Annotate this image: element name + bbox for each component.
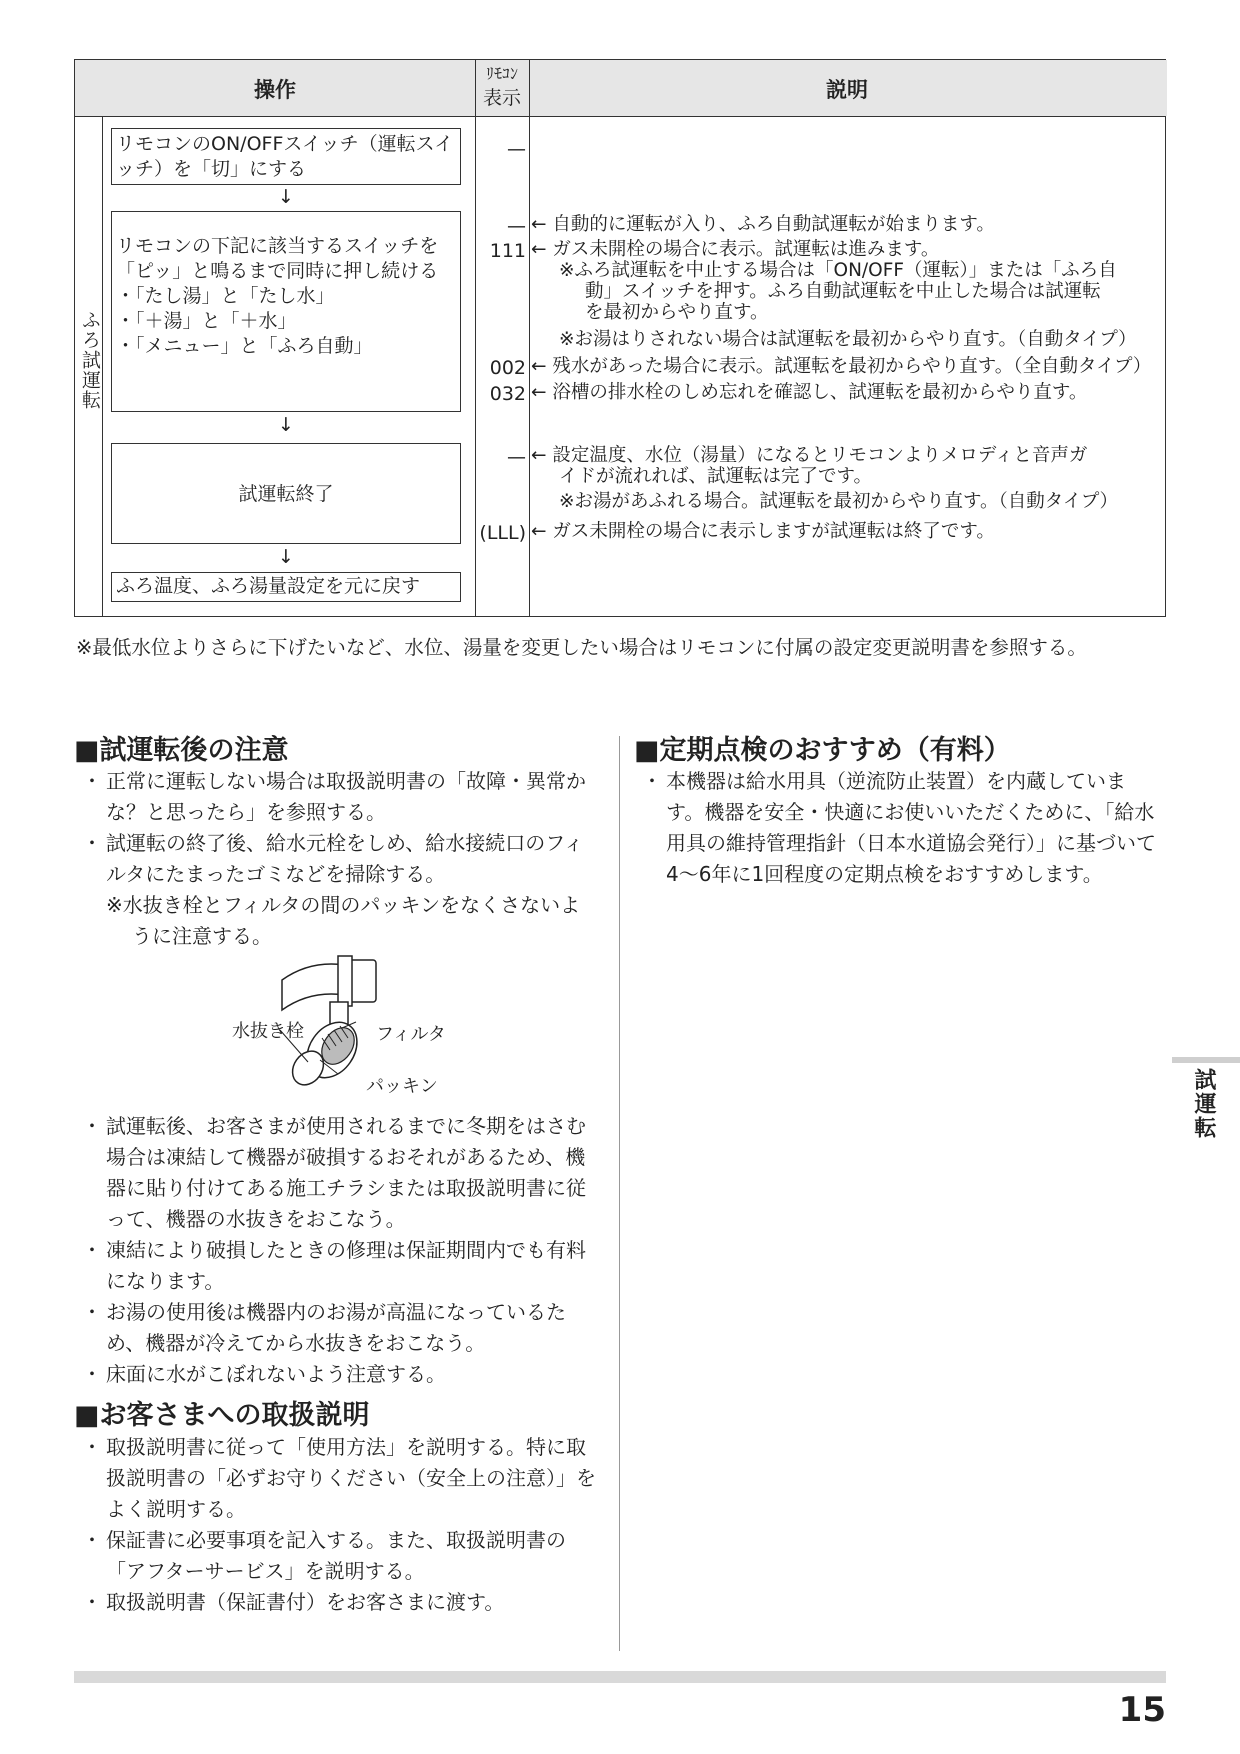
remote-code: — [507, 138, 526, 160]
step-box-4: ふろ温度、ふろ湯量設定を元に戻す [111, 572, 461, 602]
label-filter: フィルタ [376, 1024, 446, 1045]
explanation-line: ← 自動的に運転が入り、ふろ自動試運転が始まります。 [531, 214, 995, 235]
page-number: 15 [1118, 1690, 1166, 1730]
explanation-line: ← ガス未開栓の場合に表示しますが試運転は終了です。 [531, 521, 995, 542]
explanation-line: ← 浴槽の排水栓のしめ忘れを確認し、試運転を最初からやり直す。 [531, 382, 1088, 403]
list-item: ・ 試運転の終了後、給水元栓をしめ、給水接続口のフィルタにたまったゴミなどを掃除する。 [80, 828, 600, 890]
side-tab-label: 試運転 [1191, 1068, 1216, 1140]
section-title-after-test: ■試運転後の注意 [74, 735, 289, 766]
procedure-table [74, 59, 1166, 617]
section-title-inspection: ■定期点検のおすすめ（有料） [634, 735, 1011, 766]
explanation-line: ← 残水があった場合に表示。試運転を最初からやり直す。（全自動タイプ） [531, 356, 1152, 377]
list-item: ・ 本機器は給水用具（逆流防止装置）を内蔵しています。機器を安全・快適にお使いいただくために、「給水用具の維持管理指針（日本水道協会発行）」に基づいて4〜6年に1回程度の定期点検をおすすめします。 [640, 766, 1160, 890]
remote-code: 032 [489, 383, 526, 405]
down-arrow: ↓ [278, 414, 294, 436]
explanation-line: イドが流れれば、試運転は完了です。 [559, 466, 873, 487]
remote-code: — [507, 446, 526, 468]
explanation-line: 動」スイッチを押す。ふろ自動試運転を中止した場合は試運転 [585, 281, 1101, 302]
down-arrow: ↓ [278, 546, 294, 568]
explanation-line: を最初からやり直す。 [585, 302, 769, 323]
side-tab-bar [1172, 1057, 1240, 1063]
list-item: ・ 保証書に必要事項を記入する。また、取扱説明書の「アフターサービス」を説明する。 [80, 1525, 600, 1587]
step-box-2: リモコンの下記に該当するスイッチを「ピッ」と鳴るまで同時に押し続ける ・「たし湯」と「たし水」 ・「＋湯」と「＋水」 ・「メニュー」と「ふろ自動」 [111, 211, 461, 412]
list-item: ・ 正常に運転しない場合は取扱説明書の「故障・異常かな？と思ったら」を参照する。 [80, 766, 600, 828]
remote-code: 111 [489, 240, 526, 262]
header-remote: ﾘﾓｺﾝ 表示 [482, 64, 521, 109]
list-item: ・ 取扱説明書（保証書付）をお客さまに渡す。 [80, 1587, 600, 1618]
remote-code: — [507, 215, 526, 237]
explanation-line: ※ふろ試運転を中止する場合は「ON/OFF（運転）」または「ふろ自 [559, 260, 1117, 281]
explanation-line: ← 設定温度、水位（湯量）になるとリモコンよりメロディと音声ガ [531, 445, 1088, 466]
list-subnote: ※水抜き栓とフィルタの間のパッキンをなくさないように注意する。 [106, 893, 581, 948]
remote-code: (LLL) [479, 522, 526, 544]
step-box-1: リモコンのON/OFFスイッチ（運転スイッチ）を「切」にする [111, 128, 461, 185]
list-item: ・ お湯の使用後は機器内のお湯が高温になっているため、機器が冷えてから水抜きをおこなう。 [80, 1297, 600, 1359]
footer-bar [74, 1671, 1166, 1683]
header-operation: 操作 [254, 78, 296, 102]
after-test-list-2 [80, 1111, 600, 1390]
section-title-customer: ■お客さまへの取扱説明 [74, 1400, 370, 1431]
table-footnote: ※最低水位よりさらに下げたいなど、水位、湯量を変更したい場合はリモコンに付属の設定変更説明書を参照する。 [76, 636, 1087, 659]
header-explanation: 説明 [826, 78, 868, 102]
step-box-3: 試運転終了 [111, 443, 461, 544]
explanation-line: ※お湯があふれる場合。試運転を最初からやり直す。（自動タイプ） [559, 491, 1119, 512]
inspection-list [640, 766, 1160, 890]
list-item: ・ 試運転後、お客さまが使用されるまでに冬期をはさむ場合は凍結して機器が破損するおそれがあるため、機器に貼り付けてある施工チラシまたは取扱説明書に従って、機器の水抜きをおこなう。 [80, 1111, 600, 1235]
list-item: ・ 取扱説明書に従って「使用方法」を説明する。特に取扱説明書の「必ずお守りください（安全上の注意）」をよく説明する。 [80, 1432, 600, 1525]
label-packing: パッキン [366, 1076, 438, 1097]
explanation-line: ← ガス未開栓の場合に表示。試運転は進みます。 [531, 239, 940, 260]
label-drain-plug: 水抜き栓 [232, 1021, 304, 1042]
after-test-list [80, 766, 600, 952]
down-arrow: ↓ [278, 186, 294, 208]
side-label: ふろ試運転 [79, 310, 101, 410]
explanation-line: ※お湯はりされない場合は試運転を最初からやり直す。（自動タイプ） [559, 329, 1137, 350]
header-divider [75, 116, 1165, 117]
list-item: ・ 凍結により破損したときの修理は保証期間内でも有料になります。 [80, 1235, 600, 1297]
list-item: ・ 床面に水がこぼれないよう注意する。 [80, 1359, 600, 1390]
customer-list [80, 1432, 600, 1618]
remote-code: 002 [489, 357, 526, 379]
column-divider [619, 736, 620, 1651]
col-divider-2 [529, 60, 530, 616]
